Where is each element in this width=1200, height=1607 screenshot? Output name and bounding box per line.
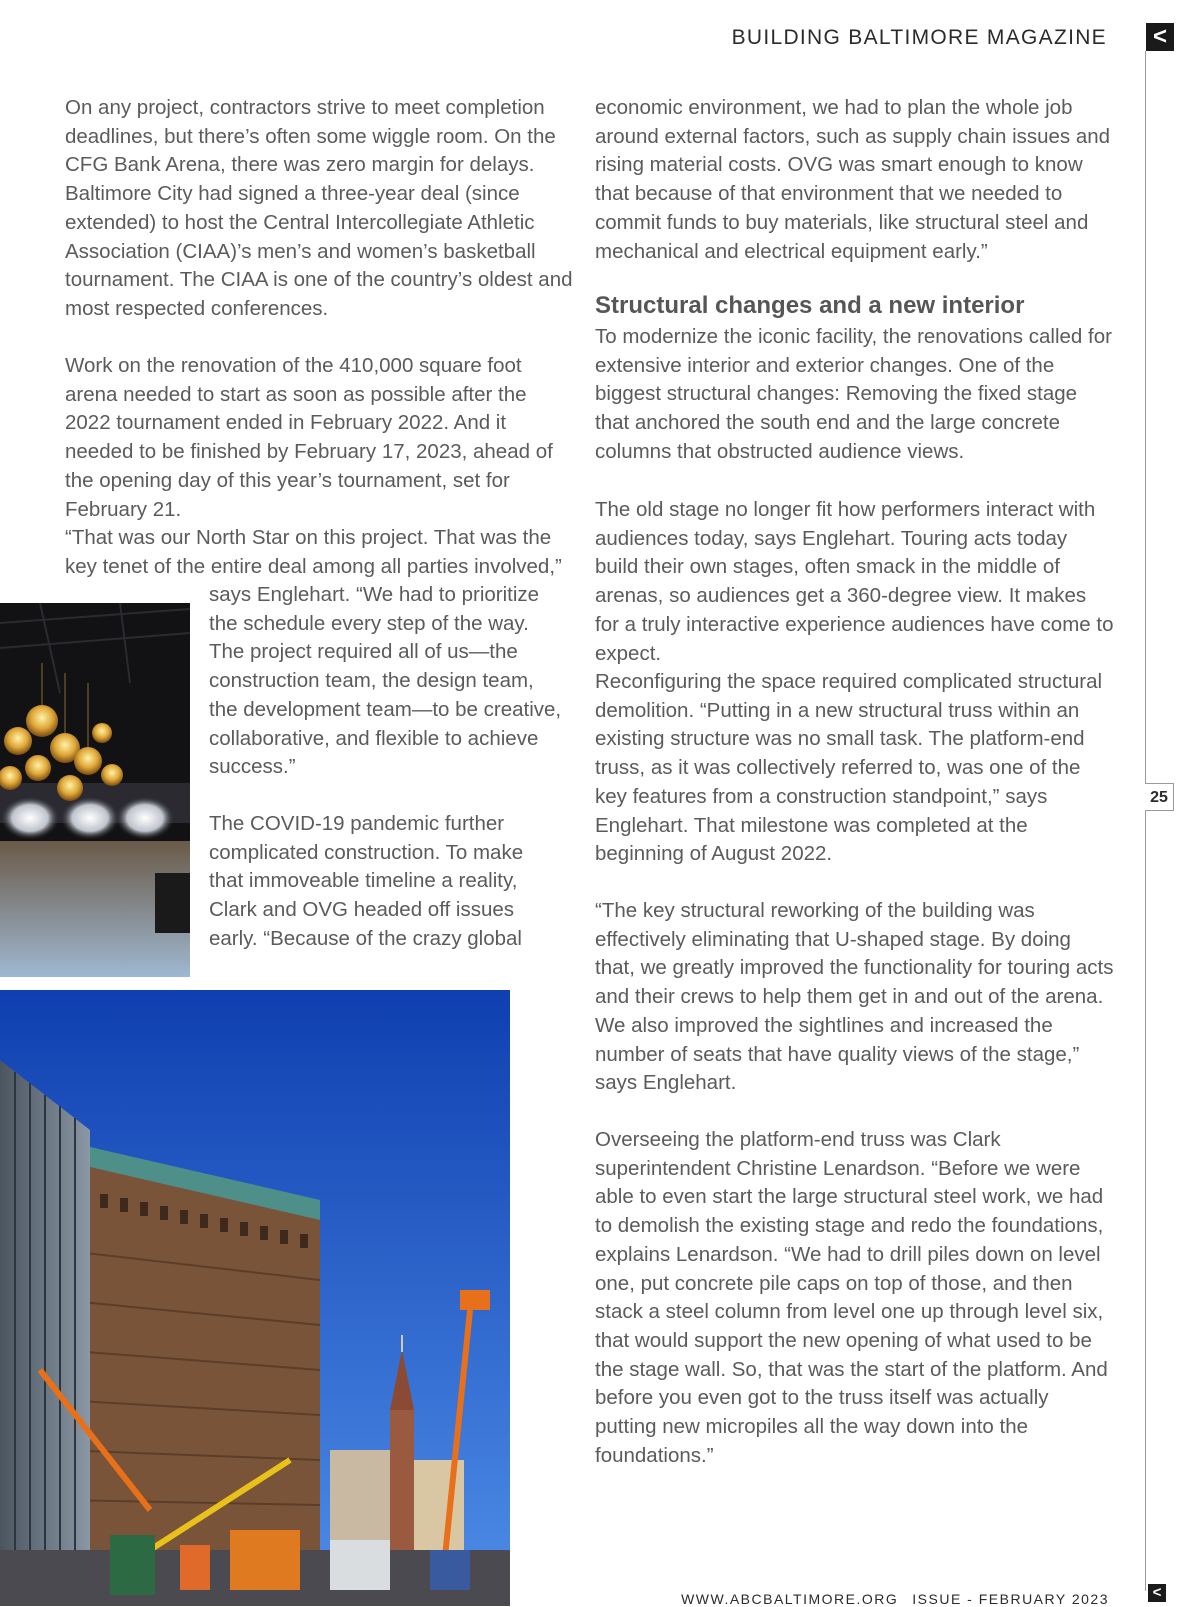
right-paragraph-4: Reconfiguring the space required complicated structural demolition. “Putting in a new structural truss within an existing structure was no small task. The platform-end truss, as it was collectively referred to, was one of the key features from a construction standpoint,” says Englehart. That milestone was completed at the beginning of August 2022. [595,670,1103,866]
right-paragraph-3: The old stage no longer fit how performers interact with audiences today, says Englehart. Touring acts today build their own stages, often smack in the middle of arenas, so audiences get a 360-degree view. It makes for a truly interactive experience audiences have come to expect. [595,498,1114,665]
back-button[interactable]: < [1146,23,1174,51]
footer-url[interactable]: WWW.ABCBALTIMORE.ORG [681,1591,899,1607]
left-paragraph-1: On any project, contractors strive to meet completion deadlines, but there’s often some wiggle room. On the CFG Bank Arena, there was zero margin for delays. Baltimore City had signed a three-year deal (since extended) to host the Central Intercollegiate Athletic Association (CIAA)’s men’s and women’s basketball tournament. The CIAA is one of the country’s oldest and most respected conferences. [65,96,573,320]
right-paragraph-1: economic environment, we had to plan the whole job around external factors, such as supply chain issues and rising material costs. OVG was smart enough to know that because of that environment that we needed to commit funds to buy materials, like structural steel and mechanical and electrical equipment early.” [595,96,1111,263]
side-rule [1145,51,1146,1591]
magazine-title: BUILDING BALTIMORE MAGAZINE [731,26,1107,49]
footer [667,1591,1109,1607]
arena-interior-photo [0,603,190,977]
right-paragraph-2: To modernize the iconic facility, the renovations called for extensive interior and exterior changes. One of the biggest structural changes: Removing the fixed stage that anchored the south end and the large concrete columns that obstructed audience views. [595,325,1112,463]
left-paragraph-2: Work on the renovation of the 410,000 square foot arena needed to start as soon as possible after the 2022 tournament ended in February 2022. And it needed to be finished by February 17, 2023, ahead of the opening day of this year’s tournament, set for February 21. [65,354,553,521]
left-paragraph-3-cont: says Englehart. “We had to prioritize the schedule every step of the way. The project required all of us—the construction team, the design team, the development team—to be creative, collaborative, and flexible to achieve success.” [209,583,562,779]
left-paragraph-4: The COVID-19 pandemic further complicated construction. To make that immoveable timeline a reality, Clark and OVG headed off issues early. “Because of the crazy global [209,812,524,950]
right-paragraph-6: Overseeing the platform-end truss was Clark superintendent Christine Lenardson. “Before we were able to even start the large structural steel work, we had to demolish the existing stage and redo the foundations, explains Lenardson. “We had to drill piles down on level one, put concrete pile caps on top of those, and then stack a steel column from level one up through level six, that would support the new opening of what used to be the stage wall. So, that was the start of the platform. And before you even got to the truss itself was actually putting new micropiles all the way down into the foundations.” [595,1128,1108,1467]
section-heading: Structural changes and a new interior [595,292,1025,319]
footer-issue: ISSUE - FEBRUARY 2023 [912,1591,1109,1607]
page-number: 25 [1145,783,1174,811]
right-paragraph-5: “The key structural reworking of the building was effectively eliminating that U-shaped stage. By doing that, we greatly improved the functionality for touring acts and their crews to help them get in and out of the arena. We also improved the sightlines and increased the number of seats that have quality views of the stage,” says Englehart. [595,899,1114,1095]
left-paragraph-3-lead: “That was our North Star on this project. That was the key tenet of the entire deal among all parties involved,” [65,526,562,578]
arena-exterior-construction-photo [0,990,510,1606]
back-button-footer[interactable]: < [1148,1584,1166,1602]
